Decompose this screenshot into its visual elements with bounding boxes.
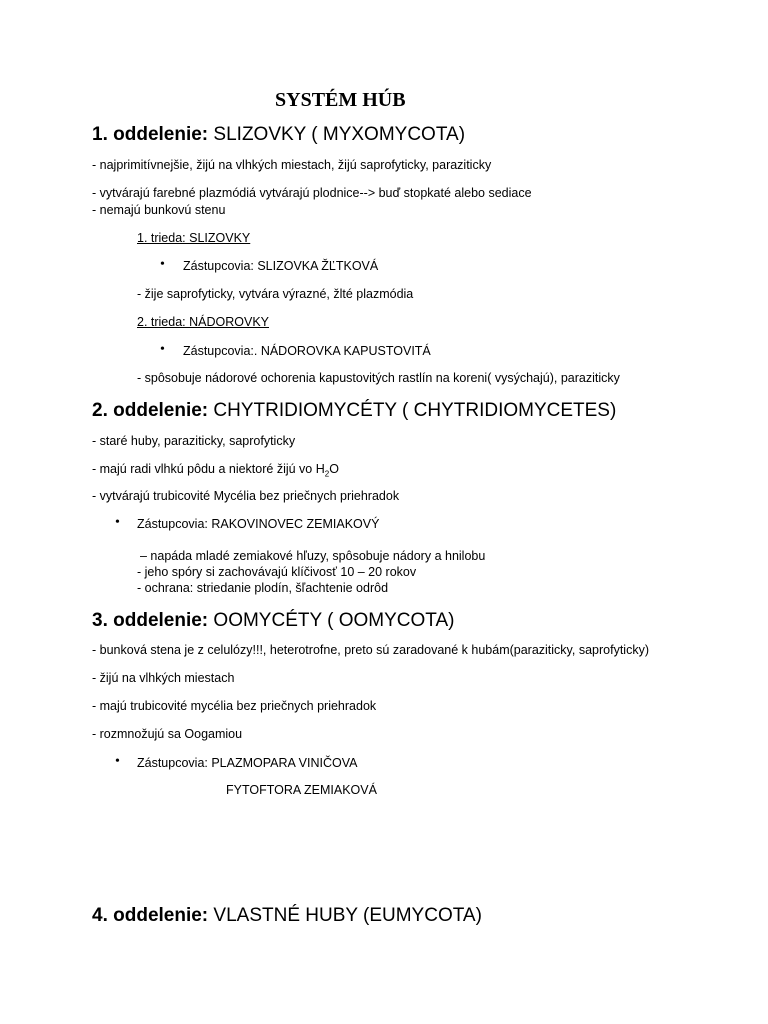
section-1-name: SLIZOVKY ( MYXOMYCOTA) [213, 124, 466, 145]
section-4-number: 4. oddelenie: [92, 905, 209, 926]
section-2-detail-2: - jeho spóry si zachovávajú klíčivosť 10 – 20 rokov [137, 565, 417, 579]
section-2-name: CHYTRIDIOMYCÉTY ( CHYTRIDIOMYCETES) [213, 400, 617, 421]
class-2-note: - spôsobuje nádorové ochorenia kapustovitých rastlín na koreni( vysýchajú), paraziticky [137, 371, 620, 385]
section-1-number: 1. oddelenie: [92, 124, 209, 145]
class-2-label: 2. trieda: NÁDOROVKY [137, 315, 269, 329]
section-3-line-4: - rozmnožujú sa Oogamiou [92, 727, 243, 741]
section-1-line-1: - najprimitívnejšie, žijú na vlhkých miestach, žijú saprofyticky, paraziticky [92, 158, 492, 172]
section-1-line-2: - vytvárajú farebné plazmódiá vytvárajú plodnice--> buď stopkaté alebo sediace [92, 186, 532, 200]
section-3-line-2: - žijú na vlhkých miestach [92, 671, 235, 685]
section-2-heading [92, 400, 616, 422]
section-3-number: 3. oddelenie: [92, 610, 209, 631]
document-title: SYSTÉM HÚB [275, 89, 406, 111]
section-3-line-3: - majú trubicovité mycélia bez priečnych priehradok [92, 699, 377, 713]
section-2-line-2-end: O [329, 462, 339, 476]
section-2-line-3: - vytvárajú trubicovité Mycélia bez priečnych priehradok [92, 489, 400, 503]
class-1-label: 1. trieda: SLIZOVKY [137, 231, 251, 245]
section-2-line-2 [92, 462, 339, 479]
section-4-name: VLASTNÉ HUBY (EUMYCOTA) [213, 905, 482, 926]
bullet-icon: • [115, 515, 120, 530]
section-3-representatives: Zástupcovia: PLAZMOPARA VINIČOVA [137, 756, 358, 770]
section-3-heading [92, 610, 454, 632]
bullet-icon: • [160, 342, 165, 357]
section-3-line-1: - bunková stena je z celulózy!!!, heterotrofne, preto sú zaradované k hubám(paraziticky, saprofyticky) [92, 643, 649, 657]
class-1-representatives: Zástupcovia: SLIZOVKA ŽĽTKOVÁ [183, 259, 379, 273]
subscript-2: 2 [324, 469, 330, 479]
section-2-detail-3: - ochrana: striedanie plodín, šľachtenie odrôd [137, 581, 389, 595]
section-3-name: OOMYCÉTY ( OOMYCOTA) [213, 610, 455, 631]
section-1-heading [92, 124, 465, 146]
section-2-line-2-text: - majú radi vlhkú pôdu a niektoré žijú vo H [92, 462, 325, 476]
section-2-representatives: Zástupcovia: RAKOVINOVEC ZEMIAKOVÝ [137, 517, 380, 531]
section-2-detail-1: – napáda mladé zemiakové hľuzy, spôsobuje nádory a hnilobu [140, 549, 486, 563]
section-2-line-1: - staré huby, paraziticky, saprofyticky [92, 434, 296, 448]
section-3-representative-2: FYTOFTORA ZEMIAKOVÁ [226, 783, 377, 797]
section-1-line-3: - nemajú bunkovú stenu [92, 203, 226, 217]
bullet-icon: • [115, 754, 120, 769]
class-2-representatives: Zástupcovia:. NÁDOROVKA KAPUSTOVITÁ [183, 344, 431, 358]
class-1-note: - žije saprofyticky, vytvára výrazné, žlté plazmódia [137, 287, 414, 301]
bullet-icon: • [160, 257, 165, 272]
section-4-heading [92, 905, 482, 927]
section-2-number: 2. oddelenie: [92, 400, 209, 421]
